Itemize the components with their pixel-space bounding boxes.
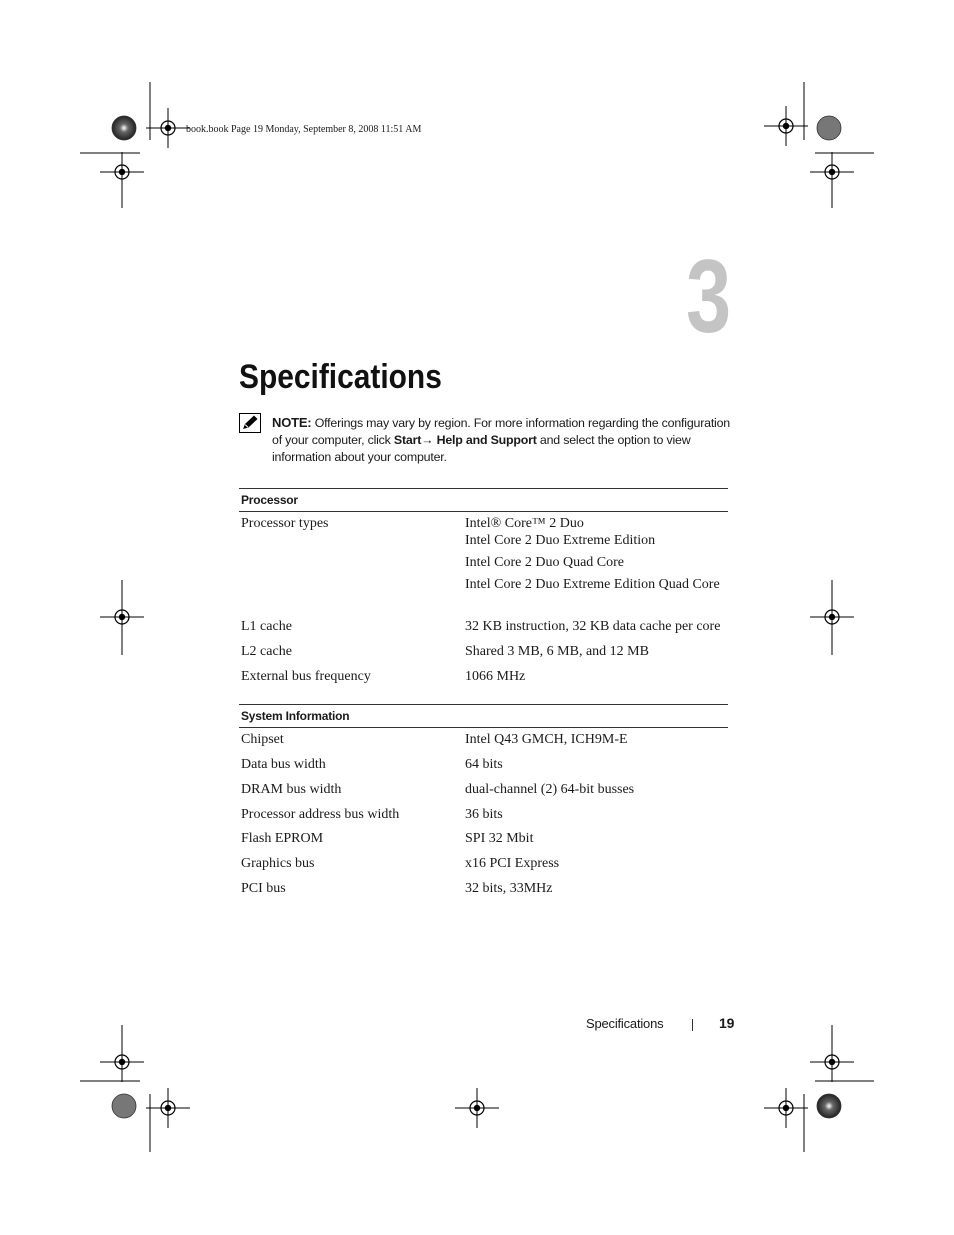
processor-table — [239, 488, 728, 512]
row-label: Graphics bus — [241, 856, 315, 871]
row-value: 36 bits — [465, 807, 503, 822]
processor-types-values — [465, 515, 727, 593]
processor-type-item: Intel® Core™ 2 Duo — [465, 516, 584, 531]
row-label: Data bus width — [241, 757, 326, 772]
footer-divider — [692, 1019, 693, 1031]
row-value: Shared 3 MB, 6 MB, and 12 MB — [465, 644, 649, 659]
row-label: L2 cache — [241, 644, 292, 659]
note-help-link: Help and Support — [433, 433, 537, 447]
processor-type-item: Intel Core 2 Duo Quad Core — [465, 555, 625, 570]
row-value: dual-channel (2) 64-bit busses — [465, 782, 635, 797]
row-label: External bus frequency — [241, 669, 371, 684]
row-value: 64 bits — [465, 757, 503, 772]
row-label: L1 cache — [241, 619, 292, 634]
chapter-number: 3 — [686, 239, 732, 355]
system-information-table — [239, 704, 728, 728]
row-value: Intel Q43 GMCH, ICH9M-E — [465, 732, 628, 747]
row-value: SPI 32 Mbit — [465, 831, 534, 846]
row-value: x16 PCI Express — [465, 856, 560, 871]
note-pencil-icon — [239, 413, 261, 433]
note-text-part1: Offerings may vary by region. For more information regarding the configuration of your computer, click — [272, 416, 730, 447]
note-start-link: Start — [393, 433, 422, 447]
row-value: 32 KB instruction, 32 KB data cache per core — [465, 619, 721, 634]
processor-type-item: Intel Core 2 Duo Extreme Edition — [465, 533, 656, 548]
note-lead: NOTE: — [272, 415, 312, 430]
row-label: Processor address bus width — [241, 807, 400, 822]
processor-heading: Processor — [239, 488, 728, 512]
note-arrow: → — [421, 433, 434, 447]
page-number: 19 — [719, 1015, 735, 1031]
processor-types-label: Processor types — [241, 516, 329, 531]
row-value: 1066 MHz — [465, 669, 526, 684]
footer-section-name: Specifications — [586, 1016, 664, 1031]
row-label: Chipset — [241, 732, 284, 747]
row-label: PCI bus — [241, 881, 286, 896]
row-label: DRAM bus width — [241, 782, 342, 797]
processor-types-row — [239, 515, 728, 615]
print-slug-line: book.book Page 19 Monday, September 8, 2008 11:51 AM — [186, 124, 422, 135]
system-information-heading: System Information — [239, 704, 728, 728]
row-value: 32 bits, 33MHz — [465, 881, 553, 896]
page-title: Specifications — [239, 358, 442, 396]
note-text — [272, 414, 732, 466]
processor-type-item: Intel Core 2 Duo Extreme Edition Quad Core — [465, 577, 720, 592]
row-label: Flash EPROM — [241, 831, 324, 846]
note-text-part2: and select the option to view information about your computer. — [272, 433, 691, 464]
